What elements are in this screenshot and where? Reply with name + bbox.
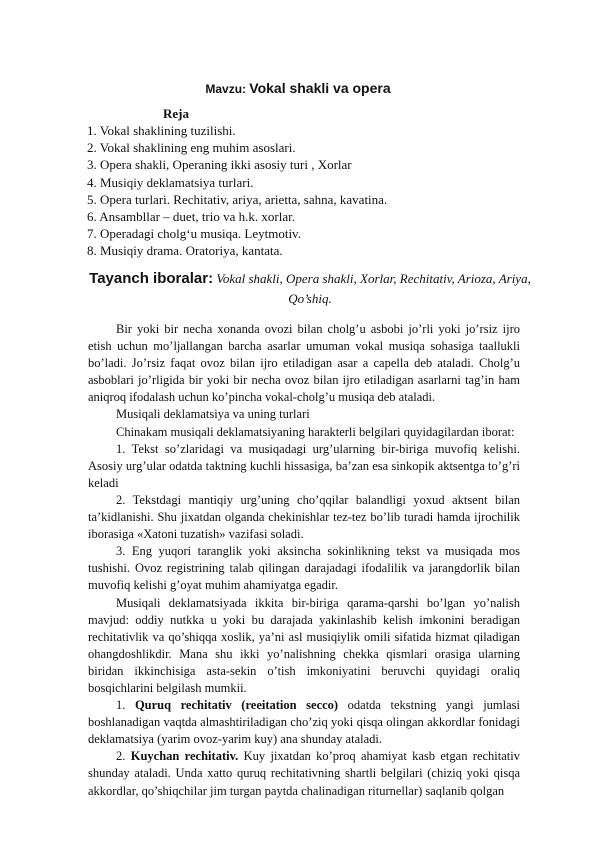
plan-item: 5. Opera turlari. Rechitativ, ariya, arietta, sahna, kavatina.: [87, 191, 388, 207]
plan-item: 8. Musiqiy drama. Oratoriya, kantata.: [87, 243, 283, 259]
topic-label: Mavzu:: [205, 82, 247, 96]
plan-item: 2. Vokal shaklining eng muhim asoslari.: [87, 140, 296, 156]
plan-item: 4. Musiqiy deklamatsiya turlari.: [87, 174, 254, 190]
plan-item: 6. Ansambllar – duet, trio va h.k. xorlar.: [87, 209, 295, 225]
paragraph: 3. Eng yuqori taranglik yoki aksincha sokinlikning tekst va musiqada mos tushishi. Ovoz registrining talab qilingan darajadagi ifodalilik va jarangdorlik bilan muvofiq kelishi g’oyat muhim ahamiyatga egadir.: [88, 544, 520, 593]
plan-list: [87, 122, 387, 260]
topic-heading: [0, 80, 596, 97]
paragraph: 2. Tekstdagi mantiqiy urg’uning cho’qqilar balandligi yoxud aktsent bilan ta’kidlanishi. Shu jixatdan olganda chekinishlar tez-tez bo’lib turadi hamda ijrochilik iborasiga «Xatoni tuzatish» vazifasi soladi.: [88, 492, 520, 542]
plan-item: 3. Opera shakli, Operaning ikki asosiy turi , Xorlar: [87, 157, 352, 173]
paragraph-number: 1.: [116, 698, 126, 713]
keywords-text: Vokal shakli, Opera shakli, Xorlar, Rechitativ, Arioza, Ariya, Qo’shiq.: [216, 271, 531, 306]
paragraph-rest: odatda tekstning yangi jumlasi boshlanadigan vaqtda almashtiriladigan cho’ziq yoki qisqa olingan akkordlar fonidagi deklamatsiya (yarim ovoz-yarim kuy) ana shunday ataladi.: [88, 698, 521, 747]
term-melodic-recitative: Kuychan rechitativ.: [130, 749, 239, 764]
topic-title: Vokal shakli va opera: [249, 80, 391, 96]
keywords-block: [80, 269, 540, 309]
paragraph: Chinakam musiqali deklamatsiyaning harakterli belgilari quyidagilardan iborat:: [116, 424, 515, 439]
paragraph-number: 2.: [116, 749, 126, 764]
keywords-label: Tayanch iboralar:: [89, 270, 214, 287]
paragraph: Musiqali deklamatsiya va uning turlari: [116, 407, 310, 422]
paragraph-rest: Kuy jixatdan ko’proq ahamiyat kasb etgan rechitativ shunday ataladi. Unda xatto quruq rechitativning shartli belgilari (chiziq yoki qisqa akkordlar, qo’shiqchilar jim turgan paytda chalinadigan riturnellar) saqlanib qolgan: [88, 749, 520, 798]
plan-heading: Reja: [163, 106, 189, 121]
body-text: [88, 321, 520, 800]
plan-item: 7. Operadagi cholg‘u musiqa. Leytmotiv.: [87, 226, 301, 242]
term-dry-recitative: Quruq rechitativ (reeitation secco): [134, 698, 339, 713]
paragraph-melodic-recitative: [88, 748, 520, 799]
paragraph: Bir yoki bir necha xonanda ovozi bilan cholg’u asbobi jo’rli yoki jo’rsiz ijro etish uchun mo’ljallangan barcha asarlar umuman vokal musiqa sohasiga taallukli bo’ladi. Jo’rsiz faqat ovoz bilan ijro etiladigan asar a capella deb ataladi. Cholg’u asboblari jo’rligida bir yoki bir necha ovoz bilan ijro etiladigan asarlarni tag’in ham aniqroq ifodalash uchun ko’pincha vokal-cholg’u musiqa deb ataladi.: [88, 322, 520, 405]
paragraph: Musiqali deklamatsiyada ikkita bir-biriga qarama-qarshi bo’lgan yo’nalish mavjud: oddiy nutkka u yoki bu darajada yakinlashib kelish imkonini beradigan rechitativlik va qo’shiqqa xoslik, ya’ni asl musiqiylik omili sifatida hizmat qiladigan ohangdoshlikdir. Mana shu ikki yo’nalishning chekka qismlari orasiga ularning biridan ikkinchisiga asta-sekin o’tish imkoniyatini beruvchi quyidagi oraliq bosqichlarini belgilash mumkii.: [88, 595, 520, 695]
paragraph-dry-recitative: [88, 697, 520, 748]
plan-item: 1. Vokal shaklining tuzilishi.: [87, 123, 236, 138]
paragraph: 1. Tekst so’zlaridagi va musiqadagi urg’ularning bir-biriga muvofiq kelishi. Asosiy urg’ular odatda taktning kuchli hissasiga, ba’zan esa sinkopik aktsentga to’g’ri keladi: [88, 441, 520, 490]
